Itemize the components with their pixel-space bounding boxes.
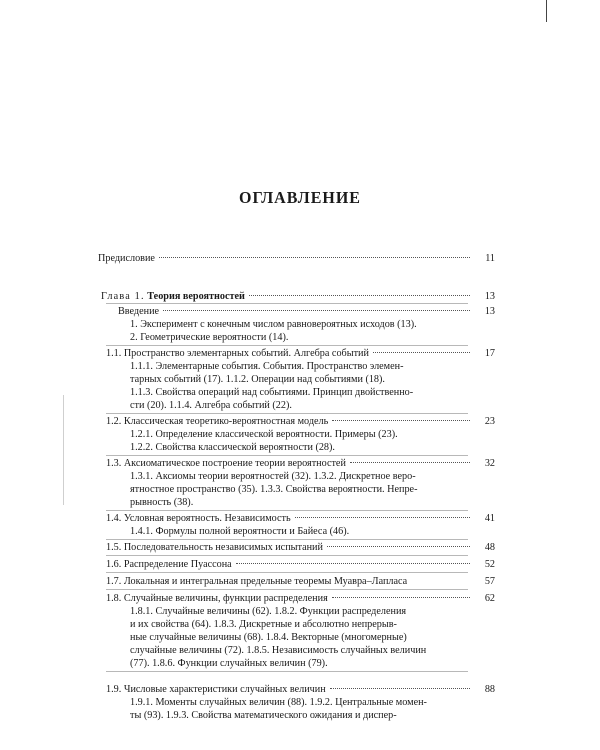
toc-entry-label: 1.6. Распределение Пуассона xyxy=(106,559,232,570)
toc-entry-label: 1.8. Случайные величины, функции распределения xyxy=(106,593,328,604)
page-title: ОГЛАВЛЕНИЕ xyxy=(239,189,361,208)
toc-subentry: тарных событий (17). 1.1.2. Операции над событиями (18). xyxy=(130,374,385,385)
toc-subentry: ятностное пространство (35). 1.3.3. Свойства вероятности. Непре- xyxy=(130,484,418,495)
toc-entry-section xyxy=(106,575,474,588)
toc-subentry: 1.4.1. Формулы полной вероятности и Байеса (46). xyxy=(130,526,350,537)
toc-subentry: 1.1.3. Свойства операций над событиями. Принцип двойственно- xyxy=(130,387,414,398)
toc-subentry: и их свойства (64). 1.8.3. Дискретные и абсолютно непрерыв- xyxy=(130,619,397,630)
toc-page-number: 57 xyxy=(484,576,495,587)
page-edge-mark xyxy=(546,0,547,22)
separator xyxy=(106,303,468,304)
toc-page-number: 23 xyxy=(484,416,495,427)
toc-entry-section xyxy=(106,541,474,554)
separator xyxy=(106,572,468,573)
toc-entry-label: 1.5. Последовательность независимых испытаний xyxy=(106,542,323,553)
toc-entry-section xyxy=(106,592,474,605)
toc-entry-section xyxy=(106,415,474,428)
toc-page-number: 52 xyxy=(484,559,495,570)
toc-page-number: 17 xyxy=(484,348,495,359)
toc-entry-intro xyxy=(118,305,474,318)
toc-subentry: 1.9.1. Моменты случайных величин (88). 1.9.2. Центральные момен- xyxy=(130,697,427,708)
toc-entry-label: 1.7. Локальная и интегральная предельные теоремы Муавра–Лапласа xyxy=(106,576,408,587)
toc-entry-label: Предисловие xyxy=(98,253,155,264)
leader-dots xyxy=(295,517,470,518)
leader-dots xyxy=(373,352,470,353)
leader-dots xyxy=(332,420,470,421)
toc-page-number: 41 xyxy=(484,513,495,524)
toc-page-number: 62 xyxy=(484,593,495,604)
toc-subentry: сти (20). 1.1.4. Алгебра событий (22). xyxy=(130,400,292,411)
toc-entry-section xyxy=(106,512,474,525)
toc-entry-label: 1.1. Пространство элементарных событий. Алгебра событий xyxy=(106,348,369,359)
toc-page-number: 32 xyxy=(484,458,495,469)
toc-subentry: 1. Эксперимент с конечным числом равновероятных исходов (13). xyxy=(130,319,417,330)
leader-dots xyxy=(327,546,470,547)
toc-page-number: 13 xyxy=(484,306,495,317)
separator xyxy=(106,555,468,556)
toc-subentry: 2. Геометрические вероятности (14). xyxy=(130,332,289,343)
toc-subentry: (77). 1.8.6. Функции случайных величин (79). xyxy=(130,658,328,669)
toc-entry-section xyxy=(106,347,474,360)
leader-dots xyxy=(159,257,470,258)
leader-dots xyxy=(249,295,470,296)
toc-page-number: 48 xyxy=(484,542,495,553)
separator xyxy=(106,589,468,590)
toc-subentry: рывность (38). xyxy=(130,497,194,508)
toc-entry-label: 1.2. Классическая теоретико-вероятностная модель xyxy=(106,416,329,427)
toc-entry-label: Введение xyxy=(118,306,160,317)
toc-subentry: 1.3.1. Аксиомы теории вероятностей (32). 1.3.2. Дискретное веро- xyxy=(130,471,416,482)
toc-subentry: случайные величины (72). 1.8.5. Независимость случайных величин xyxy=(130,645,427,656)
toc-entry-section xyxy=(106,683,474,696)
toc-page-number: 13 xyxy=(484,291,495,302)
leader-dots xyxy=(350,462,470,463)
toc-page-number: 11 xyxy=(485,253,495,264)
toc-entry-preface xyxy=(98,252,474,265)
leader-dots xyxy=(330,688,470,689)
toc-entry-section xyxy=(106,457,474,470)
toc-subentry: 1.2.1. Определение классической вероятности. Примеры (23). xyxy=(130,429,398,440)
leader-dots xyxy=(163,310,470,311)
toc-entry-label: 1.9. Числовые характеристики случайных величин xyxy=(106,684,326,695)
separator xyxy=(106,345,468,346)
toc-subentry: 1.1.1. Элементарные события. События. Пространство элемен- xyxy=(130,361,404,372)
toc-subentry: ные случайные величины (68). 1.8.4. Векторные (многомерные) xyxy=(130,632,407,643)
scan-margin-line xyxy=(63,395,64,505)
leader-dots xyxy=(332,597,470,598)
chapter-prefix: Глава 1. xyxy=(101,291,145,302)
toc-subentry: 1.2.2. Свойства классической вероятности (28). xyxy=(130,442,335,453)
separator xyxy=(106,455,468,456)
separator xyxy=(106,539,468,540)
toc-subentry: 1.8.1. Случайные величины (62). 1.8.2. Функции распределения xyxy=(130,606,407,617)
separator xyxy=(106,413,468,414)
leader-dots xyxy=(236,563,470,564)
toc-page-number: 88 xyxy=(484,684,495,695)
separator xyxy=(106,671,468,672)
toc-entry-label: 1.4. Условная вероятность. Независимость xyxy=(106,513,291,524)
toc-entry-label: 1.3. Аксиоматическое построение теории вероятностей xyxy=(106,458,346,469)
toc-entry-chapter xyxy=(101,290,474,303)
chapter-title: Теория вероятностей xyxy=(147,291,245,302)
toc-entry-section xyxy=(106,558,474,571)
toc-subentry: ты (93). 1.9.3. Свойства математического ожидания и диспер- xyxy=(130,710,397,721)
separator xyxy=(106,510,468,511)
